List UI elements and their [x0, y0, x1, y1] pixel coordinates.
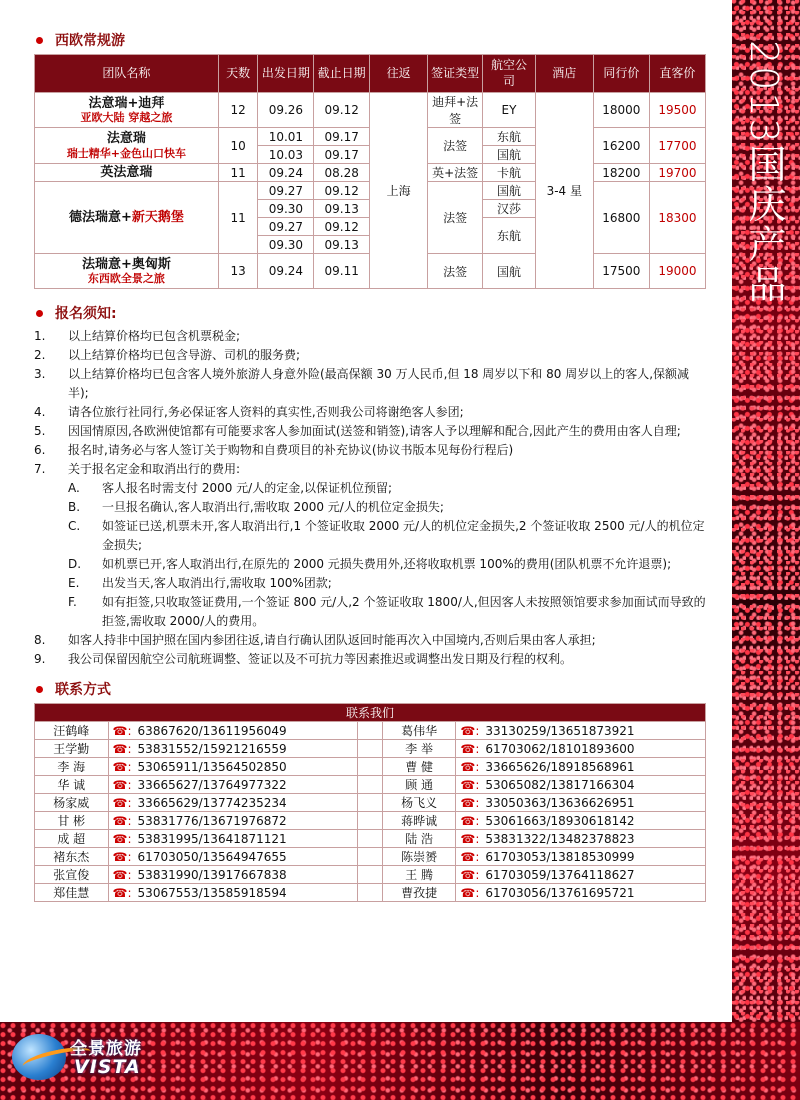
bullet-icon: [36, 310, 43, 317]
list-item: [34, 365, 706, 403]
phone-icon: ☎:: [460, 867, 480, 882]
airline: 东航: [483, 218, 536, 254]
phone-number: 61703053/13818530999: [485, 849, 635, 864]
tour-subtitle: 东西欧全景之旅: [87, 272, 165, 286]
col-header: 酒店: [535, 55, 593, 93]
list-item: [34, 327, 706, 346]
brand-logo: [12, 1028, 162, 1086]
col-header: 出发日期: [258, 55, 314, 93]
phone-icon: ☎:: [112, 885, 132, 900]
spacer-cell: [358, 866, 383, 884]
phone-icon: ☎:: [460, 795, 480, 810]
col-header: 团队名称: [35, 55, 219, 93]
phone-icon: ☎:: [112, 741, 132, 756]
departure-date: 09.27: [258, 218, 314, 236]
tour-name-text: 法瑞意+奥匈斯: [81, 256, 171, 272]
item-number: 9.: [34, 652, 46, 667]
contact-name: 华 诚: [35, 776, 109, 794]
phone-number: 53831995/13641871121: [137, 831, 287, 846]
item-text: 报名时,请务必与客人签订关于购物和自费项目的补充协议(协议书版本见每份行程后): [68, 443, 514, 458]
contact-name: 李 举: [382, 740, 456, 758]
col-header: 同行价: [593, 55, 649, 93]
contact-phone: [108, 848, 358, 866]
deadline-date: 09.12: [314, 218, 370, 236]
airline: 东航: [483, 128, 536, 146]
departure-date: 10.03: [258, 146, 314, 164]
bullet-icon: [36, 37, 43, 44]
contact-phone: [108, 866, 358, 884]
item-text: 客人报名时需支付 2000 元/人的定金,以保证机位预留;: [102, 481, 393, 496]
item-letter: C.: [68, 519, 81, 534]
departure-date: 09.27: [258, 182, 314, 200]
contact-name: 甘 彬: [35, 812, 109, 830]
direct-price: 18300: [649, 182, 705, 254]
contact-name: 汪鹤峰: [35, 722, 109, 740]
sub-list-item: [34, 555, 706, 574]
phone-number: 63867620/13611956049: [137, 723, 287, 738]
phone-number: 53831990/13917667838: [137, 867, 287, 882]
section-contact-title: [34, 679, 706, 699]
contact-name: 王 腾: [382, 866, 456, 884]
visa-type: 法签: [428, 182, 483, 254]
contact-name: 蒋晔诚: [382, 812, 456, 830]
table-row: [35, 812, 706, 830]
spacer-cell: [358, 776, 383, 794]
contact-table-body: [35, 722, 706, 902]
item-letter: E.: [68, 576, 80, 591]
spacer-cell: [358, 722, 383, 740]
contact-name: 曹 健: [382, 758, 456, 776]
peer-price: 16200: [593, 128, 649, 164]
item-number: 6.: [34, 443, 46, 458]
spacer-cell: [358, 884, 383, 902]
contact-name: 褚东杰: [35, 848, 109, 866]
spacer-cell: [358, 740, 383, 758]
col-header: 天数: [218, 55, 258, 93]
list-item: [34, 346, 706, 365]
visa-type: 法签: [428, 254, 483, 289]
departure-date: 09.26: [258, 93, 314, 128]
tour-name: [35, 182, 219, 254]
peer-price: 16800: [593, 182, 649, 254]
spacer-cell: [358, 830, 383, 848]
hotel-cell: 3-4 星: [535, 93, 593, 289]
sub-list-item: [34, 517, 706, 555]
contact-phone: [456, 812, 706, 830]
contact-table: [34, 703, 706, 902]
deadline-date: 09.13: [314, 200, 370, 218]
item-number: 8.: [34, 633, 46, 648]
contact-name: 杨家威: [35, 794, 109, 812]
phone-icon: ☎:: [460, 741, 480, 756]
item-letter: D.: [68, 557, 82, 572]
phone-icon: ☎:: [460, 813, 480, 828]
peer-price: 18200: [593, 164, 649, 182]
tour-subtitle: 亚欧大陆 穿越之旅: [80, 111, 173, 125]
item-text: 以上结算价格均已包含客人境外旅游人身意外险(最高保额 30 万人民币,但 18 周岁以下和 80 周岁以上的客人,保额减半);: [68, 367, 690, 401]
phone-icon: ☎:: [112, 795, 132, 810]
tour-name-text: 法意瑞+迪拜: [88, 95, 165, 111]
table-row: [35, 776, 706, 794]
contact-name: 葛伟华: [382, 722, 456, 740]
spacer-cell: [358, 812, 383, 830]
spacer-cell: [358, 794, 383, 812]
airline: 国航: [483, 182, 536, 200]
bottom-decorative-band: [0, 1022, 800, 1100]
contact-header: 联系我们: [35, 704, 706, 722]
item-number: 4.: [34, 405, 46, 420]
phone-icon: ☎:: [460, 885, 480, 900]
peer-price: 18000: [593, 93, 649, 128]
contact-phone: [456, 758, 706, 776]
item-text: 我公司保留因航空公司航班调整、签证以及不可抗力等因素推迟或调整出发日期及行程的权利。: [68, 652, 573, 667]
col-header: 直客价: [649, 55, 705, 93]
contact-phone: [456, 830, 706, 848]
table-row: [35, 830, 706, 848]
contact-phone: [108, 776, 358, 794]
phone-icon: ☎:: [112, 831, 132, 846]
item-number: 5.: [34, 424, 46, 439]
phone-number: 53067553/13585918594: [137, 885, 287, 900]
table-row: [35, 848, 706, 866]
departure-date: 09.24: [258, 164, 314, 182]
phone-number: 53831776/13671976872: [137, 813, 287, 828]
contact-name: 郑佳慧: [35, 884, 109, 902]
table-row: [35, 794, 706, 812]
item-number: 3.: [34, 367, 46, 382]
spacer-cell: [358, 758, 383, 776]
tour-name: [35, 93, 219, 128]
item-letter: B.: [68, 500, 81, 515]
contact-phone: [108, 758, 358, 776]
phone-number: 33665629/13774235234: [137, 795, 287, 810]
contact-name: 陈崇赟: [382, 848, 456, 866]
contact-phone: [108, 812, 358, 830]
phone-number: 33665627/13764977322: [137, 777, 287, 792]
phone-icon: ☎:: [112, 849, 132, 864]
item-text: 如机票已开,客人取消出行,在原先的 2000 元损失费用外,还将收取机票 100%的费用(团队机票不允许退票);: [102, 557, 672, 572]
contact-phone: [456, 776, 706, 794]
tour-name: [35, 128, 219, 164]
list-item: [34, 441, 706, 460]
direct-price: 19700: [649, 164, 705, 182]
list-item: [34, 460, 706, 479]
item-text: 如客人持非中国护照在国内参团往返,请自行确认团队返回时能再次入中国境内,否则后果由客人承担;: [68, 633, 596, 648]
phone-number: 33130259/13651873921: [485, 723, 635, 738]
sub-list-item: [34, 498, 706, 517]
item-text: 如有拒签,只收取签证费用,一个签证 800 元/人,2 个签证收取 1800/人,但因客人未按照领馆要求参加面试而导致的拒签,需收取 2000/人的费用。: [102, 595, 706, 629]
contact-name: 顾 通: [382, 776, 456, 794]
phone-number: 61703050/13564947655: [137, 849, 287, 864]
phone-icon: ☎:: [112, 813, 132, 828]
deadline-date: 08.28: [314, 164, 370, 182]
routes-table: [34, 54, 706, 289]
days-cell: 13: [218, 254, 258, 289]
tour-name-text: 法意瑞: [106, 131, 146, 147]
tour-subtitle: 瑞士精华+金色山口快车: [66, 146, 187, 160]
section-notes-title: [34, 303, 706, 323]
logo-text-en: VISTA: [74, 1056, 141, 1078]
table-row: [35, 758, 706, 776]
spacer-cell: [358, 848, 383, 866]
airline: 汉莎: [483, 200, 536, 218]
item-text: 以上结算价格均已包含机票税金;: [68, 329, 241, 344]
item-number: 1.: [34, 329, 46, 344]
phone-number: 53065911/13564502850: [137, 759, 287, 774]
contact-name: 陆 浩: [382, 830, 456, 848]
col-header: 航空公司: [483, 55, 536, 93]
item-text: 请各位旅行社同行,务必保证客人资料的真实性,否则我公司将谢绝客人参团;: [68, 405, 464, 420]
list-item: [34, 650, 706, 669]
visa-type: 迪拜+法签: [428, 93, 483, 128]
contact-phone: [108, 884, 358, 902]
list-item: [34, 422, 706, 441]
contact-name: 杨飞义: [382, 794, 456, 812]
direct-price: 17700: [649, 128, 705, 164]
phone-icon: ☎:: [112, 777, 132, 792]
days-cell: 10: [218, 128, 258, 164]
sub-list-item: [34, 479, 706, 498]
contact-phone: [456, 740, 706, 758]
table-row: [35, 722, 706, 740]
sub-list-item: [34, 574, 706, 593]
item-letter: A.: [68, 481, 80, 496]
contact-name: 王学勤: [35, 740, 109, 758]
phone-number: 53065082/13817166304: [485, 777, 635, 792]
phone-number: 33050363/13636626951: [485, 795, 635, 810]
departure-date: 10.01: [258, 128, 314, 146]
phone-icon: ☎:: [460, 831, 480, 846]
contact-phone: [456, 848, 706, 866]
deadline-date: 09.12: [314, 93, 370, 128]
logo-text-cn: 全景旅游: [70, 1039, 142, 1059]
airline: 卡航: [483, 164, 536, 182]
table-row: [35, 93, 706, 128]
contact-phone: [108, 830, 358, 848]
phone-number: 33665626/18918568961: [485, 759, 635, 774]
airline: EY: [483, 93, 536, 128]
phone-number: 61703059/13764118627: [485, 867, 635, 882]
tour-name-highlight: 新天鹅堡: [131, 209, 184, 225]
notes-list: [34, 327, 706, 669]
contact-phone: [456, 722, 706, 740]
phone-icon: ☎:: [112, 867, 132, 882]
visa-type: 法签: [428, 128, 483, 164]
sub-list-item: [34, 593, 706, 631]
deadline-date: 09.17: [314, 146, 370, 164]
tour-name-text: 德法瑞意+: [68, 209, 132, 225]
bullet-icon: [36, 686, 43, 693]
contact-phone: [108, 722, 358, 740]
deadline-date: 09.12: [314, 182, 370, 200]
phone-icon: ☎:: [460, 759, 480, 774]
section-contact-title-text: 联系方式: [55, 682, 111, 699]
phone-icon: ☎:: [460, 723, 480, 738]
airline: 国航: [483, 254, 536, 289]
days-cell: 11: [218, 164, 258, 182]
page-content: [34, 30, 706, 902]
phone-number: 61703056/13761695721: [485, 885, 635, 900]
departure-date: 09.30: [258, 200, 314, 218]
contact-phone: [456, 866, 706, 884]
table-row: [35, 884, 706, 902]
days-cell: 12: [218, 93, 258, 128]
departure-date: 09.30: [258, 236, 314, 254]
table-row: [35, 866, 706, 884]
contact-name: 成 超: [35, 830, 109, 848]
phone-icon: ☎:: [460, 777, 480, 792]
tour-name: [35, 164, 219, 182]
contact-phone: [456, 884, 706, 902]
contact-name: 张宣俊: [35, 866, 109, 884]
phone-icon: ☎:: [460, 849, 480, 864]
phone-number: 53831552/15921216559: [137, 741, 287, 756]
item-text: 因国情原因,各欧洲使馆都有可能要求客人参加面试(送签和销签),请客人予以理解和配合,因此产生的费用由客人自理;: [68, 424, 681, 439]
contact-phone: [456, 794, 706, 812]
list-item: [34, 631, 706, 650]
item-text: 出发当天,客人取消出行,需收取 100%团款;: [102, 576, 332, 591]
days-cell: 11: [218, 182, 258, 254]
item-text: 以上结算价格均已包含导游、司机的服务费;: [68, 348, 301, 363]
contact-name: 李 海: [35, 758, 109, 776]
contact-table-header: [35, 704, 706, 722]
contact-phone: [108, 740, 358, 758]
side-title: 2013国庆产品: [742, 40, 786, 305]
section-notes-title-text: 报名须知:: [55, 306, 117, 323]
direct-price: 19500: [649, 93, 705, 128]
list-item: [34, 403, 706, 422]
visa-type: 英+法签: [428, 164, 483, 182]
section-routes-title-text: 西欧常规游: [55, 33, 125, 49]
phone-number: 53061663/18930618142: [485, 813, 635, 828]
deadline-date: 09.11: [314, 254, 370, 289]
deadline-date: 09.17: [314, 128, 370, 146]
section-routes-title: [34, 30, 706, 50]
item-text: 如签证已送,机票未开,客人取消出行,1 个签证收取 2000 元/人的机位定金损失,2 个签证收取 2500 元/人的机位定金损失;: [102, 519, 705, 553]
origin-cell: 上海: [370, 93, 428, 289]
phone-number: 61703062/18101893600: [485, 741, 635, 756]
col-header: 签证类型: [428, 55, 483, 93]
item-letter: F.: [68, 595, 77, 610]
tour-name-text: 英法意瑞: [100, 164, 153, 180]
item-number: 7.: [34, 462, 46, 477]
phone-icon: ☎:: [112, 723, 132, 738]
departure-date: 09.24: [258, 254, 314, 289]
phone-number: 53831322/13482378823: [485, 831, 635, 846]
routes-table-header: [35, 55, 706, 93]
item-number: 2.: [34, 348, 46, 363]
tour-name: [35, 254, 219, 289]
item-text: 一旦报名确认,客人取消出行,需收取 2000 元/人的机位定金损失;: [102, 500, 444, 515]
side-decorative-band: [732, 0, 800, 1100]
col-header: 截止日期: [314, 55, 370, 93]
deadline-date: 09.13: [314, 236, 370, 254]
direct-price: 19000: [649, 254, 705, 289]
phone-icon: ☎:: [112, 759, 132, 774]
item-text: 关于报名定金和取消出行的费用:: [68, 462, 241, 477]
peer-price: 17500: [593, 254, 649, 289]
table-row: [35, 740, 706, 758]
contact-phone: [108, 794, 358, 812]
airline: 国航: [483, 146, 536, 164]
col-header: 往返: [370, 55, 428, 93]
contact-name: 曹孜捷: [382, 884, 456, 902]
